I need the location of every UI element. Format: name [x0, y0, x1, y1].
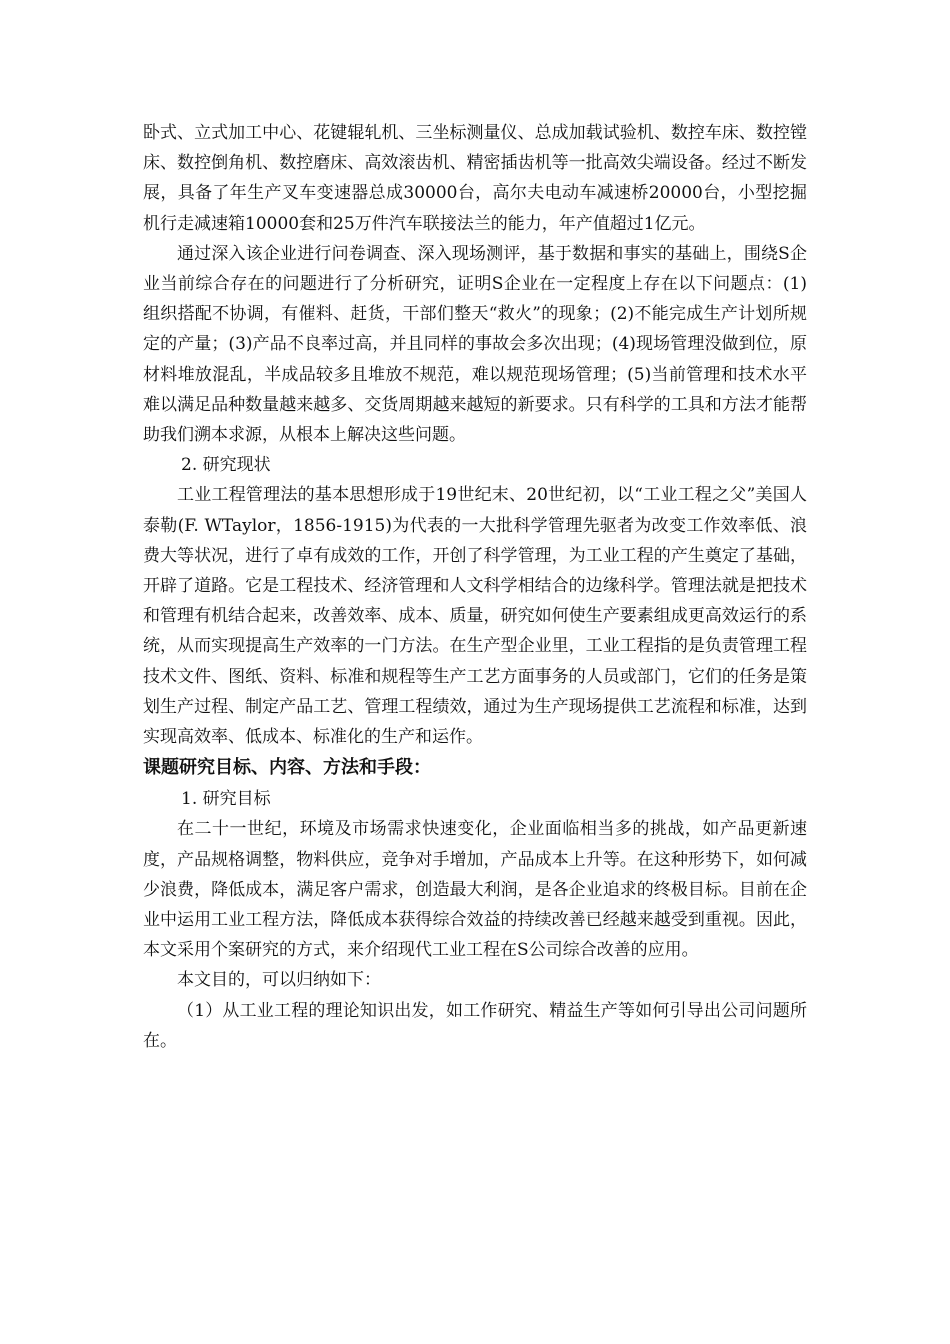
paragraph-research-goal: 在二十一世纪，环境及市场需求快速变化，企业面临相当多的挑战，如产品更新速度，产品规格调整，物料供应，竞争对手增加，产品成本上升等。在这种形势下，如何减少浪费，降低成本，满足客户需求，创造最大利润，是各企业追求的终极目标。目前在企业中运用工业工程方法，降低成本获得综合效益的持续改善已经越来越受到重视。因此，本文采用个案研究的方式，来介绍现代工业工程在S公司综合改善的应用。 [143, 819, 807, 961]
section-title-research-status: 2. 研究现状 [181, 455, 271, 476]
paragraph-purpose-item-1: （1）从工业工程的理论知识出发，如工作研究、精益生产等如何引导出公司问题所在。 [143, 1000, 807, 1051]
paragraph-problems: 通过深入该企业进行问卷调查、深入现场测评，基于数据和事实的基础上，围绕S企业当前综合存在的问题进行了分析研究，证明S企业在一定程度上存在以下问题点：(1)组织搭配不协调，有催料、赶货，干部们整天“救火”的现象；(2)不能完成生产计划所规定的产量；(3)产品不良率过高，并且同样的事故会多次出现；(4)现场管理没做到位，原材料堆放混乱，半成品较多且堆放不规范，难以规范现场管理；(5)当前管理和技术水平难以满足品种数量越来越多、交货周期越来越短的新要求。只有科学的工具和方法才能帮助我们溯本求源，从根本上解决这些问题。 [143, 243, 807, 446]
main-heading: 课题研究目标、内容、方法和手段： [143, 757, 431, 779]
paragraph-equipment-capacity: 卧式、立式加工中心、花键辊轧机、三坐标测量仪、总成加载试验机、数控车床、数控镗床、数控倒角机、数控磨床、高效滚齿机、精密插齿机等一批高效尖端设备。经过不断发展，具备了年生产叉车变速器总成30000台，高尔夫电动车减速桥20000台，小型挖掘机行走减速箱10000套和25万件汽车联接法兰的能力，年产值超过1亿元。 [143, 123, 807, 234]
document-page [143, 118, 807, 1056]
paragraph-purpose-intro: 本文目的，可以归纳如下： [177, 970, 381, 991]
section-title-research-goal: 1. 研究目标 [181, 789, 271, 810]
paragraph-research-status: 工业工程管理法的基本思想形成于19世纪末、20世纪初，以“工业工程之父”美国人泰勒(F. WTaylor，1856-1915)为代表的一大批科学管理先驱者为改变工作效率低、浪费大等状况，进行了卓有成效的工作，开创了科学管理，为工业工程的产生奠定了基础，开辟了道路。它是工程技术、经济管理和人文科学相结合的边缘科学。管理法就是把技术和管理有机结合起来，改善效率、成本、质量，研究如何使生产要素组成更高效运行的系统，从而实现提高生产效率的一门方法。在生产型企业里，工业工程指的是负责管理工程技术文件、图纸、资料、标准和规程等生产工艺方面事务的人员或部门，它们的任务是策划生产过程、制定产品工艺、管理工程绩效，通过为生产现场提供工艺流程和标准，达到实现高效率、低成本、标准化的生产和运作。 [143, 485, 807, 748]
